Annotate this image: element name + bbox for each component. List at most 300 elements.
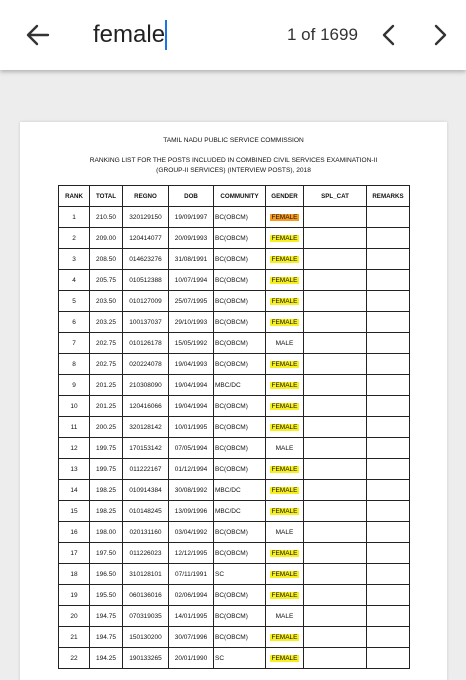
cell-community-text: MBC/DC (215, 507, 241, 515)
gender-value: MALE (275, 528, 294, 536)
cell-regno-text: 010127009 (129, 297, 162, 305)
search-match: FEMALE (271, 549, 298, 557)
cell-remarks (367, 270, 410, 291)
cell-community (214, 249, 266, 270)
cell-community (214, 207, 266, 228)
cell-rank-text: 17 (70, 549, 78, 557)
search-match: FEMALE (271, 654, 298, 662)
cell-rank (59, 501, 90, 522)
cell-gender (266, 501, 304, 522)
cell-gender (266, 543, 304, 564)
search-match: FEMALE (271, 402, 298, 410)
cell-gender (266, 312, 304, 333)
table-row (59, 585, 410, 606)
search-match: FEMALE (271, 381, 298, 389)
cell-community-text: BC(OBCM) (215, 276, 248, 284)
table-row (59, 438, 410, 459)
cell-spl-cat (304, 291, 367, 312)
cell-gender (266, 585, 304, 606)
cell-regno (123, 270, 169, 291)
search-match: FEMALE (271, 423, 298, 431)
cell-total-text: 201.25 (96, 402, 116, 410)
cell-dob-text: 07/11/1991 (174, 570, 208, 578)
cell-community-text: BC(OBCM) (215, 339, 248, 347)
cell-regno (123, 627, 169, 648)
cell-spl-cat (304, 648, 367, 669)
cell-dob (169, 354, 214, 375)
cell-community (214, 480, 266, 501)
cell-remarks (367, 543, 410, 564)
cell-total-text: 203.25 (96, 318, 116, 326)
table-header-row (59, 186, 410, 207)
cell-total (90, 312, 123, 333)
pdf-page (20, 122, 447, 680)
next-match-button[interactable] (425, 19, 455, 51)
cell-spl-cat (304, 249, 367, 270)
cell-regno-text: 190133265 (129, 654, 162, 662)
header-regno: REGNO (123, 186, 169, 207)
cell-rank (59, 312, 90, 333)
table-row (59, 249, 410, 270)
header-dob: DOB (169, 186, 214, 207)
cell-community (214, 606, 266, 627)
cell-total-text: 198.25 (96, 507, 116, 515)
cell-regno-text: 170153142 (129, 444, 162, 452)
cell-gender (266, 249, 304, 270)
search-match: FEMALE (271, 255, 298, 263)
cell-dob-text: 20/01/1990 (174, 654, 208, 662)
cell-dob (169, 480, 214, 501)
cell-spl-cat (304, 396, 367, 417)
table-row (59, 354, 410, 375)
cell-spl-cat (304, 417, 367, 438)
current-search-match: FEMALE (271, 213, 298, 221)
cell-community-text: BC(OBCM) (215, 234, 248, 242)
cell-remarks (367, 480, 410, 501)
cell-spl-cat (304, 564, 367, 585)
table-row (59, 312, 410, 333)
cell-community-text: BC(OBCM) (215, 528, 248, 536)
cell-dob (169, 249, 214, 270)
cell-rank-text: 12 (70, 444, 78, 452)
cell-community-text: MBC/DC (215, 381, 241, 389)
arrow-left-icon (20, 17, 56, 53)
cell-rank-text: 3 (72, 255, 76, 263)
search-match: FEMALE (271, 297, 298, 305)
cell-community (214, 312, 266, 333)
cell-gender (266, 207, 304, 228)
cell-regno (123, 417, 169, 438)
cell-remarks (367, 438, 410, 459)
cell-gender (266, 438, 304, 459)
cell-rank (59, 375, 90, 396)
search-match: FEMALE (271, 234, 298, 242)
cell-remarks (367, 501, 410, 522)
cell-total-text: 199.75 (96, 465, 116, 473)
cell-dob-text: 19/04/1993 (174, 360, 208, 368)
cell-spl-cat (304, 522, 367, 543)
cell-total-text: 208.50 (96, 255, 116, 263)
cell-community-text: BC(OBCM) (215, 444, 248, 452)
cell-remarks (367, 564, 410, 585)
document-subtitle-line2: (GROUP-II SERVICES) (INTERVIEW POSTS), 2018 (156, 167, 311, 174)
cell-dob (169, 543, 214, 564)
cell-total-text: 203.50 (96, 297, 116, 305)
cell-dob (169, 564, 214, 585)
cell-regno (123, 438, 169, 459)
cell-total-text: 200.25 (96, 423, 116, 431)
cell-rank (59, 459, 90, 480)
cell-dob-text: 14/01/1995 (174, 612, 208, 620)
cell-dob (169, 375, 214, 396)
cell-regno (123, 459, 169, 480)
cell-total-text: 194.75 (96, 612, 116, 620)
cell-remarks (367, 207, 410, 228)
search-match: FEMALE (271, 276, 298, 284)
cell-dob (169, 501, 214, 522)
cell-community (214, 291, 266, 312)
cell-gender (266, 627, 304, 648)
cell-rank-text: 10 (70, 402, 78, 410)
cell-regno (123, 543, 169, 564)
cell-community-text: BC(OBCM) (215, 612, 248, 620)
table-row (59, 396, 410, 417)
cell-dob (169, 522, 214, 543)
cell-regno-text: 150130200 (129, 633, 162, 641)
cell-regno (123, 333, 169, 354)
cell-dob (169, 312, 214, 333)
cell-dob-text: 25/07/1995 (174, 297, 208, 305)
cell-gender (266, 291, 304, 312)
cell-total (90, 417, 123, 438)
header-community: COMMUNITY (214, 186, 266, 207)
cell-rank (59, 564, 90, 585)
text-cursor (165, 20, 167, 50)
cell-community (214, 417, 266, 438)
table-row (59, 522, 410, 543)
cell-community-text: BC(OBCM) (215, 297, 248, 305)
cell-regno-text: 100137037 (129, 318, 162, 326)
cell-regno (123, 564, 169, 585)
search-match: FEMALE (271, 507, 298, 515)
cell-total (90, 228, 123, 249)
cell-dob-text: 13/09/1996 (174, 507, 208, 515)
cell-dob (169, 333, 214, 354)
cell-total (90, 207, 123, 228)
table-row (59, 543, 410, 564)
cell-regno (123, 396, 169, 417)
back-button[interactable] (20, 17, 56, 53)
gender-value: MALE (275, 339, 294, 347)
cell-regno (123, 207, 169, 228)
cell-remarks (367, 522, 410, 543)
cell-regno (123, 375, 169, 396)
cell-rank (59, 627, 90, 648)
search-match: FEMALE (271, 465, 298, 473)
cell-rank (59, 249, 90, 270)
cell-gender (266, 606, 304, 627)
cell-regno-text: 010148245 (129, 507, 162, 515)
cell-community (214, 648, 266, 669)
cell-remarks (367, 312, 410, 333)
cell-dob-text: 02/06/1994 (174, 591, 208, 599)
cell-regno-text: 014623276 (129, 255, 162, 263)
search-input[interactable] (93, 19, 273, 51)
cell-gender (266, 375, 304, 396)
cell-community-text: BC(OBCM) (215, 549, 248, 557)
cell-dob-text: 01/12/1994 (174, 465, 208, 473)
cell-remarks (367, 648, 410, 669)
cell-dob (169, 459, 214, 480)
table-row (59, 228, 410, 249)
cell-remarks (367, 375, 410, 396)
cell-community (214, 522, 266, 543)
table-row (59, 375, 410, 396)
cell-regno (123, 585, 169, 606)
table-row (59, 501, 410, 522)
cell-total-text: 198.00 (96, 528, 116, 536)
cell-total-text: 194.75 (96, 633, 116, 641)
cell-dob-text: 31/08/1991 (174, 255, 208, 263)
cell-remarks (367, 627, 410, 648)
cell-spl-cat (304, 438, 367, 459)
cell-rank-text: 22 (70, 654, 78, 662)
cell-community-text: BC(OBCM) (215, 423, 248, 431)
match-count: 1 of 1699 (287, 25, 358, 44)
cell-regno (123, 522, 169, 543)
cell-regno (123, 291, 169, 312)
cell-regno (123, 312, 169, 333)
gender-value: MALE (275, 444, 294, 452)
cell-dob-text: 30/07/1996 (174, 633, 208, 641)
cell-total-text: 201.25 (96, 381, 116, 389)
cell-rank-text: 14 (70, 486, 78, 494)
cell-regno-text: 011222167 (129, 465, 162, 473)
cell-rank (59, 522, 90, 543)
cell-regno-text: 010126178 (129, 339, 162, 347)
cell-total-text: 210.50 (96, 213, 116, 221)
cell-regno-text: 010512388 (129, 276, 162, 284)
cell-regno (123, 249, 169, 270)
previous-match-button[interactable] (374, 19, 404, 51)
cell-regno-text: 070319035 (129, 612, 162, 620)
cell-gender (266, 480, 304, 501)
cell-dob (169, 270, 214, 291)
cell-regno-text: 060136016 (129, 591, 162, 599)
cell-gender (266, 354, 304, 375)
document-title: TAMIL NADU PUBLIC SERVICE COMMISSION (163, 137, 304, 144)
cell-dob-text: 10/01/1995 (174, 423, 208, 431)
cell-total-text: 205.75 (96, 276, 116, 284)
cell-total (90, 480, 123, 501)
cell-remarks (367, 249, 410, 270)
cell-community-text: BC(OBCM) (215, 255, 248, 263)
cell-community (214, 354, 266, 375)
cell-dob (169, 606, 214, 627)
cell-dob (169, 585, 214, 606)
cell-total-text: 202.75 (96, 360, 116, 368)
header-spl-cat: SPL_CAT (304, 186, 367, 207)
cell-community-text: BC(OBCM) (215, 360, 248, 368)
ranking-table (58, 185, 410, 669)
cell-rank (59, 291, 90, 312)
cell-remarks (367, 354, 410, 375)
cell-community (214, 501, 266, 522)
cell-total (90, 459, 123, 480)
cell-dob-text: 12/12/1995 (174, 549, 208, 557)
cell-community (214, 228, 266, 249)
cell-gender (266, 396, 304, 417)
cell-total (90, 333, 123, 354)
cell-community (214, 438, 266, 459)
chevron-right-icon (425, 19, 455, 51)
cell-total (90, 501, 123, 522)
cell-rank-text: 8 (72, 360, 76, 368)
cell-total-text: 196.50 (96, 570, 116, 578)
cell-spl-cat (304, 228, 367, 249)
gender-value: MALE (275, 612, 294, 620)
cell-total (90, 354, 123, 375)
cell-dob (169, 207, 214, 228)
cell-community (214, 459, 266, 480)
cell-community-text: BC(OBCM) (215, 213, 248, 221)
cell-community-text: SC (215, 654, 225, 662)
cell-total (90, 522, 123, 543)
header-rank: RANK (59, 186, 90, 207)
cell-rank-text: 21 (70, 633, 78, 641)
cell-regno-text: 320129150 (129, 213, 162, 221)
cell-rank (59, 207, 90, 228)
search-match: FEMALE (271, 633, 298, 641)
cell-rank (59, 606, 90, 627)
cell-rank-text: 19 (70, 591, 78, 599)
search-match: FEMALE (271, 486, 298, 494)
search-match: FEMALE (271, 318, 298, 326)
cell-rank-text: 11 (70, 423, 78, 431)
cell-total (90, 375, 123, 396)
cell-spl-cat (304, 375, 367, 396)
cell-community-text: BC(OBCM) (215, 633, 248, 641)
cell-rank-text: 7 (72, 339, 76, 347)
cell-spl-cat (304, 480, 367, 501)
cell-spl-cat (304, 543, 367, 564)
search-match: FEMALE (271, 591, 298, 599)
cell-dob-text: 07/05/1994 (174, 444, 208, 452)
cell-spl-cat (304, 333, 367, 354)
cell-dob (169, 648, 214, 669)
cell-spl-cat (304, 627, 367, 648)
cell-rank (59, 354, 90, 375)
cell-remarks (367, 585, 410, 606)
cell-dob-text: 20/09/1993 (174, 234, 208, 242)
header-remarks: REMARKS (367, 186, 410, 207)
cell-rank (59, 585, 90, 606)
cell-spl-cat (304, 585, 367, 606)
cell-remarks (367, 228, 410, 249)
cell-rank-text: 13 (70, 465, 78, 473)
cell-gender (266, 648, 304, 669)
cell-community-text: SC (215, 570, 225, 578)
cell-total-text: 197.50 (96, 549, 116, 557)
cell-dob-text: 03/04/1992 (174, 528, 208, 536)
cell-total-text: 199.75 (96, 444, 116, 452)
cell-spl-cat (304, 459, 367, 480)
table-row (59, 417, 410, 438)
cell-community (214, 375, 266, 396)
cell-gender (266, 564, 304, 585)
cell-rank-text: 9 (72, 381, 76, 389)
cell-rank (59, 438, 90, 459)
cell-rank-text: 2 (72, 234, 76, 242)
cell-rank-text: 1 (72, 213, 76, 221)
cell-dob-text: 10/07/1994 (174, 276, 208, 284)
cell-dob-text: 19/04/1994 (174, 402, 208, 410)
cell-rank-text: 20 (70, 612, 78, 620)
cell-gender (266, 459, 304, 480)
cell-total (90, 564, 123, 585)
cell-regno (123, 480, 169, 501)
cell-regno-text: 020224078 (129, 360, 162, 368)
cell-spl-cat (304, 606, 367, 627)
cell-total (90, 249, 123, 270)
cell-regno (123, 606, 169, 627)
cell-community (214, 585, 266, 606)
table-row (59, 333, 410, 354)
cell-gender (266, 228, 304, 249)
cell-rank-text: 15 (70, 507, 78, 515)
cell-dob-text: 19/09/1997 (174, 213, 208, 221)
table-row (59, 606, 410, 627)
cell-rank (59, 333, 90, 354)
cell-total (90, 270, 123, 291)
search-match: FEMALE (271, 360, 298, 368)
cell-gender (266, 522, 304, 543)
cell-dob-text: 29/10/1993 (174, 318, 208, 326)
document-subtitle-line1: RANKING LIST FOR THE POSTS INCLUDED IN COMBINED CIVIL SERVICES EXAMINATION-II (89, 157, 378, 164)
cell-regno-text: 010914384 (129, 486, 162, 494)
cell-rank (59, 396, 90, 417)
table-row (59, 480, 410, 501)
cell-dob (169, 396, 214, 417)
table-row (59, 207, 410, 228)
cell-rank-text: 16 (70, 528, 78, 536)
cell-rank-text: 6 (72, 318, 76, 326)
cell-spl-cat (304, 270, 367, 291)
cell-gender (266, 270, 304, 291)
cell-spl-cat (304, 312, 367, 333)
cell-rank-text: 18 (70, 570, 78, 578)
cell-total-text: 209.00 (96, 234, 116, 242)
cell-regno-text: 210308090 (129, 381, 162, 389)
table-row (59, 459, 410, 480)
search-match: FEMALE (271, 570, 298, 578)
cell-spl-cat (304, 501, 367, 522)
cell-rank (59, 228, 90, 249)
cell-dob (169, 627, 214, 648)
cell-regno (123, 648, 169, 669)
cell-rank (59, 270, 90, 291)
cell-regno (123, 501, 169, 522)
cell-remarks (367, 333, 410, 354)
table-row (59, 270, 410, 291)
cell-community (214, 270, 266, 291)
cell-regno-text: 120416066 (129, 402, 162, 410)
cell-community (214, 396, 266, 417)
table-row (59, 291, 410, 312)
cell-community-text: BC(OBCM) (215, 465, 248, 473)
header-gender: GENDER (266, 186, 304, 207)
cell-spl-cat (304, 207, 367, 228)
